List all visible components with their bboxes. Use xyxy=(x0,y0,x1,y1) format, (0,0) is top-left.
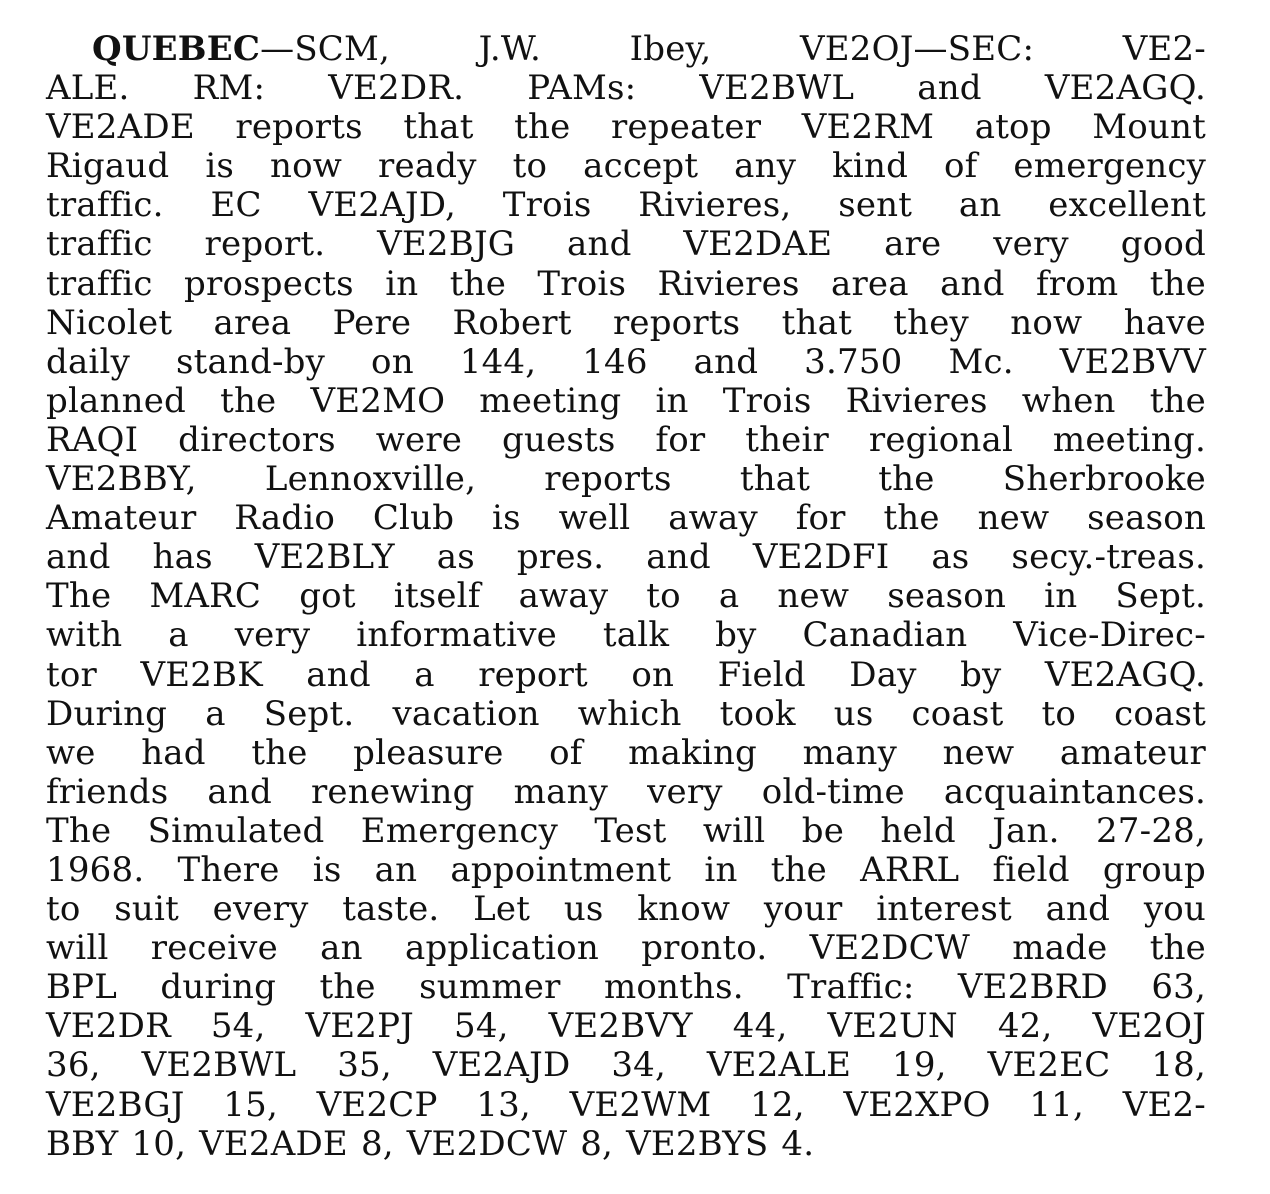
article-line: and has VE2BLY as pres. and VE2DFI as secy.-treas. xyxy=(46,537,1206,578)
article-line: traffic report. VE2BJG and VE2DAE are very good xyxy=(46,224,1206,265)
article-line: Nicolet area Pere Robert reports that they now have xyxy=(46,302,1206,343)
article-line: VE2BGJ 15, VE2CP 13, VE2WM 12, VE2XPO 11, VE2- xyxy=(46,1084,1206,1125)
article-line: During a Sept. vacation which took us coast to coast xyxy=(46,693,1206,734)
article-line: traffic. EC VE2AJD, Trois Rivieres, sent an excellent xyxy=(46,185,1206,226)
article-line: Rigaud is now ready to accept any kind of emergency xyxy=(46,146,1206,187)
article-line: The MARC got itself away to a new season in Sept. xyxy=(46,576,1206,617)
article-line: VE2BBY, Lennoxville, reports that the Sherbrooke xyxy=(46,459,1206,500)
article-line: 1968. There is an appointment in the ARRL field group xyxy=(46,849,1206,890)
article-line: to suit every taste. Let us know your interest and you xyxy=(46,889,1206,930)
article-line: tor VE2BK and a report on Field Day by VE2AGQ. xyxy=(46,654,1206,695)
article-line: planned the VE2MO meeting in Trois Rivieres when the xyxy=(46,380,1206,421)
article-line: VE2ADE reports that the repeater VE2RM atop Mount xyxy=(46,107,1206,148)
article-line: ALE. RM: VE2DR. PAMs: VE2BWL and VE2AGQ. xyxy=(46,68,1206,109)
article-line: QUEBEC—SCM, J.W. Ibey, VE2OJ—SEC: VE2- xyxy=(92,29,1206,69)
article-line: VE2DR 54, VE2PJ 54, VE2BVY 44, VE2UN 42, VE2OJ xyxy=(46,1006,1206,1047)
article-line: The Simulated Emergency Test will be held Jan. 27-28, xyxy=(46,810,1206,851)
article-line: 36, VE2BWL 35, VE2AJD 34, VE2ALE 19, VE2EC 18, xyxy=(46,1045,1206,1086)
section-heading: QUEBEC xyxy=(92,29,261,69)
article-line: daily stand-by on 144, 146 and 3.750 Mc. VE2BVV xyxy=(46,341,1206,382)
quebec-report-column xyxy=(46,30,1206,1164)
article-line: Amateur Radio Club is well away for the new season xyxy=(46,498,1206,539)
article-line: BPL during the summer months. Traffic: VE2BRD 63, xyxy=(46,967,1206,1008)
article-line: friends and renewing many very old-time acquaintances. xyxy=(46,771,1206,812)
article-line-text: SCM, J.W. Ibey, VE2OJ—SEC: VE2- xyxy=(294,29,1206,69)
article-line: with a very informative talk by Canadian Vice-Direc- xyxy=(46,615,1206,656)
article-line: RAQI directors were guests for their regional meeting. xyxy=(46,419,1206,460)
article-line: will receive an application pronto. VE2DCW made the xyxy=(46,928,1206,969)
article-line: traffic prospects in the Trois Rivieres area and from the xyxy=(46,263,1206,304)
article-line: BBY 10, VE2ADE 8, VE2DCW 8, VE2BYS 4. xyxy=(46,1123,815,1164)
article-line: we had the pleasure of making many new amateur xyxy=(46,732,1206,773)
